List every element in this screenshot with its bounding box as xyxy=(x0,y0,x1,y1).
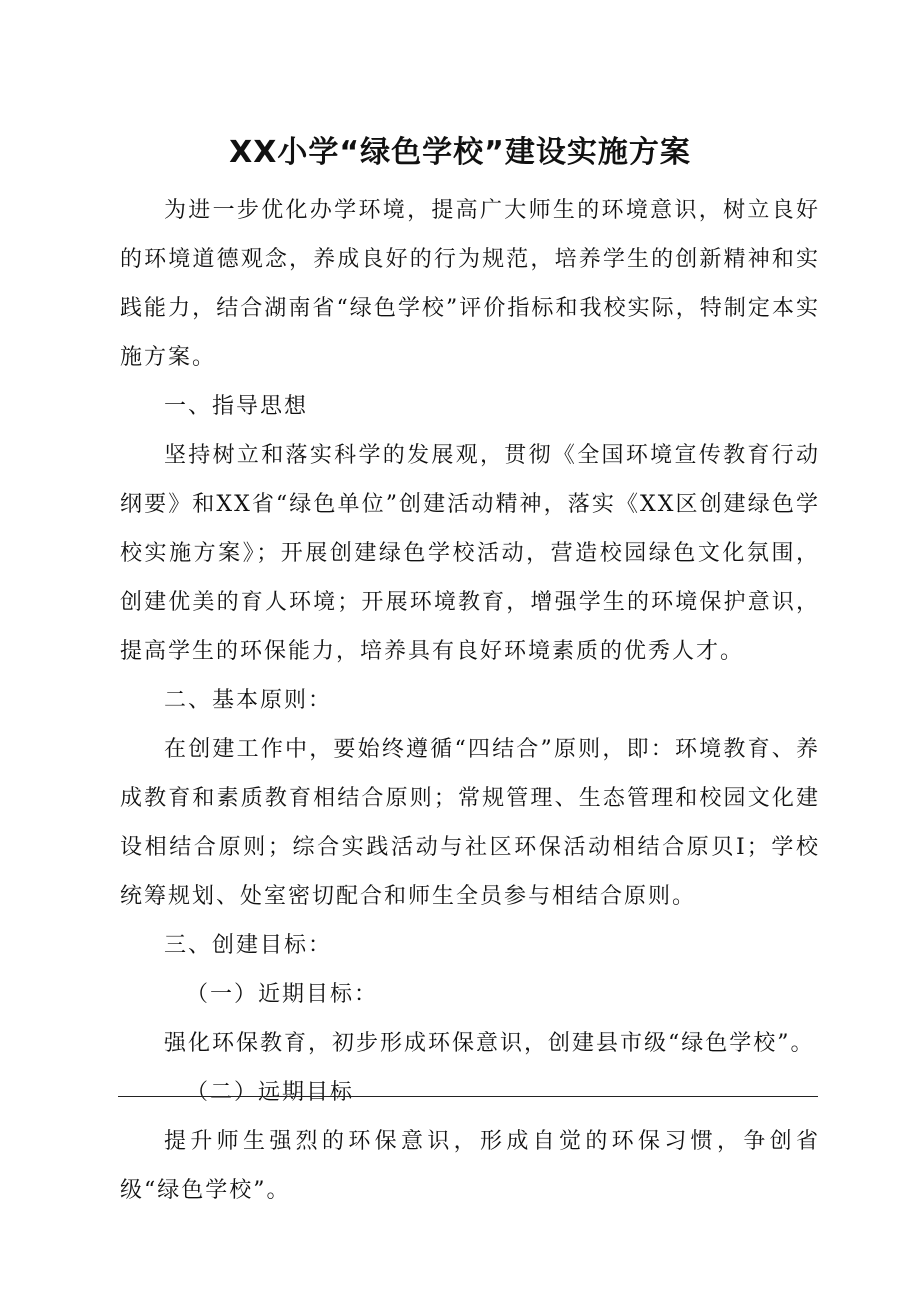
long-term-goal-paragraph: 提升师生强烈的环保意识，形成自觉的环保习惯，争创省级“绿色学校”。 xyxy=(120,1129,820,1203)
section-heading-guiding-thought: 一、指导思想 xyxy=(164,394,309,419)
near-term-goal-heading: （一）近期目标： xyxy=(186,982,379,1007)
basic-principles-paragraph: 在创建工作中，要始终遵循“四结合”原则，即：环境教育、养成教育和素质教育相结合原则；常规管理、生态管理和校园文化建设相结合原则；综合实践活动与社区环保活动相结合原贝I；学校统筹规划、处室密切配合和师生全员参与相结合原则。 xyxy=(120,737,820,909)
section-heading-goals: 三、创建目标： xyxy=(164,933,333,958)
section-heading-basic-principles: 二、基本原则： xyxy=(164,688,333,713)
document-body xyxy=(120,186,820,1215)
guiding-thought-paragraph: 坚持树立和落实科学的发展观，贯彻《全国环境宣传教育行动纲要》和XX省“绿色单位”创建活动精神，落实《XX区创建绿色学校实施方案》；开展创建绿色学校活动，营造校园绿色文化氛围，创建优美的育人环境；开展环境教育，增强学生的环境保护意识，提高学生的环保能力，培养具有良好环境素质的优秀人才。 xyxy=(120,443,820,664)
long-term-goal-heading: （二）远期目标 xyxy=(186,1080,355,1105)
near-term-goal-paragraph: 强化环保教育，初步形成环保意识，创建县市级“绿色学校”。 xyxy=(164,1031,815,1056)
document-title: XX小学“绿色学校”建设实施方案 xyxy=(229,135,691,170)
intro-paragraph: 为进一步优化办学环境，提高广大师生的环境意识，树立良好的环境道德观念，养成良好的行为规范，培养学生的创新精神和实践能力，结合湖南省“绿色学校”评价指标和我校实际，特制定本实施方案。 xyxy=(120,198,820,370)
horizontal-rule xyxy=(118,1096,818,1097)
